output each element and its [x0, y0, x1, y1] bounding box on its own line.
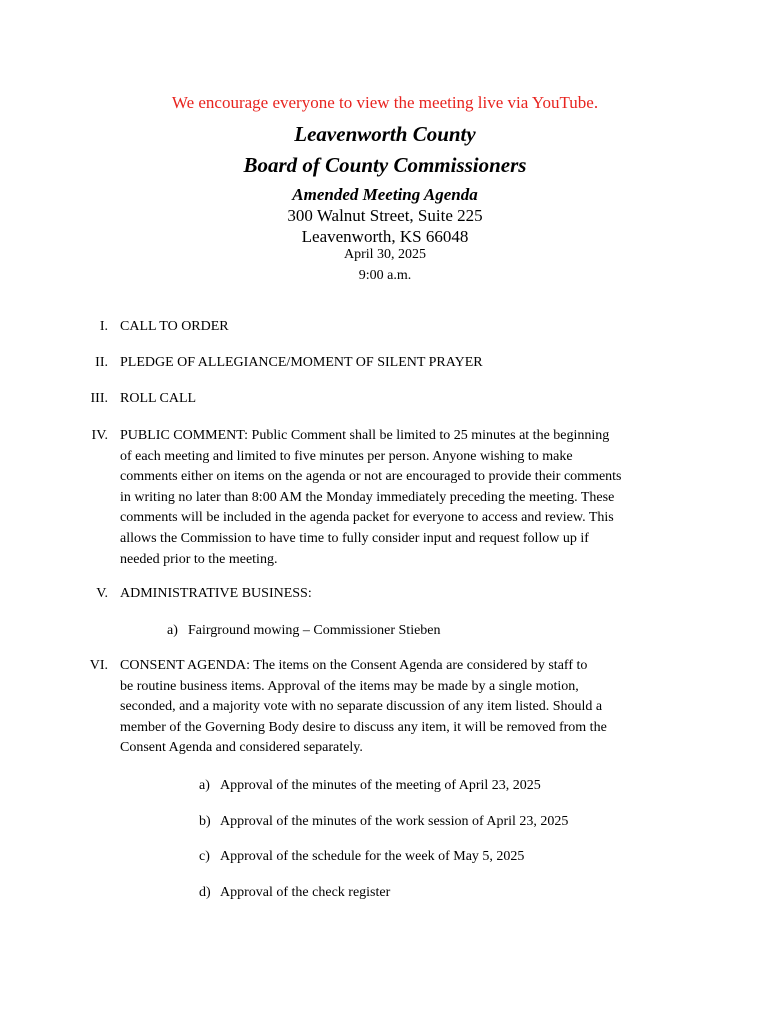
text-line: be routine business items. Approval of the items may be made by a single motion,	[120, 678, 579, 694]
text-line: in writing no later than 8:00 AM the Monday immediately preceding the meeting. These	[120, 489, 615, 505]
text-line: comments either on items on the agenda or not are encouraged to provide their comments	[120, 469, 622, 485]
item-text: ADMINISTRATIVE BUSINESS:	[120, 586, 312, 601]
text-line: allows the Commission to have time to fully consider input and request follow up if	[120, 530, 589, 546]
sub-item-text: Approval of the check register	[220, 885, 391, 900]
sub-item-letter: d)	[199, 885, 211, 900]
text-line: Consent Agenda and considered separately.	[120, 740, 363, 756]
text-line: needed prior to the meeting.	[120, 551, 278, 567]
board-title: Board of County Commissioners	[243, 153, 527, 177]
youtube-notice: We encourage everyone to view the meeting live via YouTube.	[171, 93, 599, 112]
item-number: I.	[99, 319, 108, 334]
item-number: VI.	[89, 658, 108, 673]
sub-item-text: Approval of the minutes of the work session of April 23, 2025	[220, 814, 569, 829]
meeting-date: April 30, 2025	[343, 247, 427, 262]
sub-item-text: Approval of the schedule for the week of May 5, 2025	[220, 849, 525, 864]
item-number: V.	[96, 586, 108, 601]
item-number: II.	[95, 355, 108, 370]
sub-item-letter: a)	[199, 778, 210, 793]
text-line: comments will be included in the agenda packet for everyone to access and review. This	[120, 510, 614, 526]
sub-item-text: Fairground mowing – Commissioner Stieben	[188, 623, 441, 638]
text-line: of each meeting and limited to five minutes per person. Anyone wishing to make	[120, 448, 573, 464]
sub-item-letter: a)	[167, 623, 178, 638]
item-number: III.	[90, 391, 108, 406]
item-text	[120, 656, 665, 759]
item-text: ROLL CALL	[120, 391, 197, 406]
item-number: IV.	[91, 428, 108, 443]
item-text: CALL TO ORDER	[120, 319, 229, 334]
text-line: CONSENT AGENDA: The items on the Consent Agenda are considered by staff to	[120, 658, 588, 673]
address-line1: 300 Walnut Street, Suite 225	[287, 206, 483, 225]
sub-item-letter: b)	[199, 814, 211, 829]
item-text: PLEDGE OF ALLEGIANCE/MOMENT OF SILENT PRAYER	[120, 355, 483, 370]
agenda-title: Amended Meeting Agenda	[292, 185, 478, 204]
text-line: PUBLIC COMMENT: Public Comment shall be limited to 25 minutes at the beginning	[120, 428, 610, 443]
sub-item-text: Approval of the minutes of the meeting of April 23, 2025	[220, 778, 541, 793]
text-line: member of the Governing Body desire to discuss any item, it will be removed from the	[120, 719, 607, 735]
sub-item-letter: c)	[199, 849, 210, 864]
address-line2: Leavenworth, KS 66048	[301, 227, 469, 246]
item-text	[120, 426, 665, 570]
text-line: seconded, and a majority vote with no separate discussion of any item listed. Should a	[120, 699, 603, 715]
county-title: Leavenworth County	[294, 122, 476, 146]
meeting-time: 9:00 a.m.	[358, 268, 412, 283]
